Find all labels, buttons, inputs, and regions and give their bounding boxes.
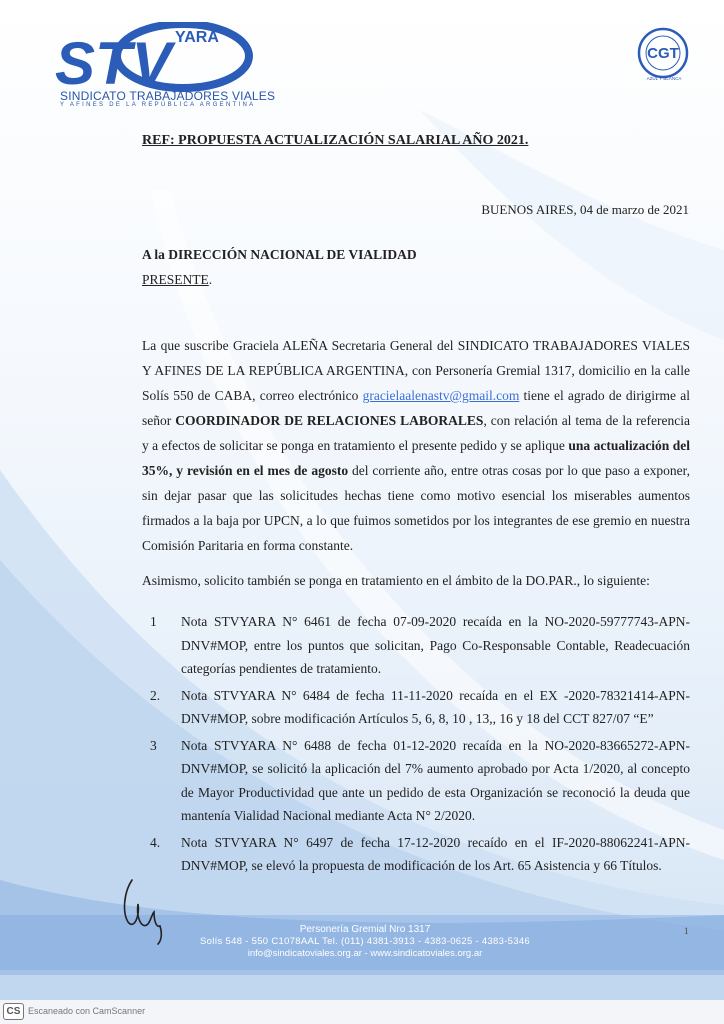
logo-stv-text: STV <box>55 30 172 97</box>
logo-yara-text: YARA <box>175 29 219 46</box>
list-item-text: Nota STVYARA N° 6497 de fecha 17-12-2020 recaído en el IF-2020-88062241-APN-DNV#MOP, se elevó la propuesta de modificación de los Art. 65 Asistencia y 66 Títulos. <box>181 834 690 873</box>
footer-personeria: Personería Gremial Nro 1317 <box>299 924 431 935</box>
list-item-number: 1 <box>150 614 157 629</box>
signature <box>118 870 178 950</box>
also-request-line: Asimismo, solicito también se ponga en tratamiento en el ámbito de la DO.PAR., lo siguiente: <box>142 573 650 588</box>
letter-body <box>142 333 690 558</box>
email-link[interactable]: gracielaalenastv@gmail.com <box>362 388 520 403</box>
body-text-2: tiene el agrado de dirigirme al señor <box>142 388 690 428</box>
request-highlight: una actualización del 35%, y revisión en el mes de agosto <box>142 438 691 478</box>
logo-subtitle-secondary: Y AFINES DE LA REPÚBLICA ARGENTINA <box>60 102 256 108</box>
list-item <box>150 831 690 878</box>
list-item <box>150 734 690 828</box>
seal-subtitle: AZUL Y BLANCA <box>646 76 682 81</box>
seal-cgt-text: CGT <box>647 45 679 62</box>
body-text-4: del corriente año, entre otras cosas por lo que paso a exponer, sin dejar pasar que las solicitudes hechas tiene como motivo esencial los miserables aumentos firmados a la baja por UPCN, a lo que fuimos sometidos por los integrantes de ese gremio en nuestra Comisión Paritaria en forma constante. <box>142 463 690 553</box>
logo-subtitle-main: SINDICATO TRABAJADORES VIALES <box>60 89 276 103</box>
cgt-seal-icon <box>637 27 689 79</box>
page-number: 1 <box>684 926 689 936</box>
body-text-3: , con relación al tema de la referencia y a efectos de solicitar se ponga en tratamiento el presente pedido y se aplique <box>142 413 690 453</box>
footer-address-phones: Solís 548 - 550 C1078AAL Tel. (011) 4381-3913 - 4383-0625 - 4383-5346 <box>199 936 531 947</box>
presente-word: PRESENTE <box>142 272 209 287</box>
footer-contact: info@sindicatoviales.org.ar - www.sindicatoviales.org.ar <box>247 948 483 959</box>
list-item-number: 3 <box>150 737 157 753</box>
list-item <box>150 610 690 681</box>
camscanner-logo-icon: CS <box>3 1003 24 1020</box>
presente-period: . <box>208 272 213 287</box>
list-item-text: Nota STVYARA N° 6461 de fecha 07-09-2020 recaída en la NO-2020-59777743-APN-DNV#MOP, entre los puntos que solicitan, Pago Co-Responsable Contable, Readecuación categorías pendientes de tratamiento. <box>181 614 690 676</box>
letter-date: BUENOS AIRES, 04 de marzo de 2021 <box>481 202 689 217</box>
camscanner-text: Escaneado con CamScanner <box>28 1006 146 1016</box>
recipient-title: COORDINADOR DE RELACIONES LABORALES <box>175 413 484 428</box>
list-item <box>150 684 690 731</box>
presente-line <box>142 272 212 288</box>
list-item-number: 4. <box>150 834 161 850</box>
list-item-text: Nota STVYARA N° 6484 de fecha 11-11-2020 recaída en el EX -2020-78321414-APN-DNV#MOP, sobre modificación Artículos 5, 6, 8, 10 , 13,, 16 y 18 del CCT 827/07 “E” <box>181 687 690 726</box>
reference-line: REF: PROPUESTA ACTUALIZACIÓN SALARIAL AÑO 2021. <box>142 133 529 148</box>
addressee: A la DIRECCIÓN NACIONAL DE VIALIDAD <box>142 247 417 262</box>
list-item-text: Nota STVYARA N° 6488 de fecha 01-12-2020 recaída en la NO-2020-83665272-APN-DNV#MOP, se solicitó la aplicación del 7% aumento aprobado por Acta 1/2020, al concepto de Mayor Productividad que ante un pedido de esta Organización se reconoció la deuda que mantenía Vialidad Nacional mediante Acta N° 2/2020. <box>181 737 690 823</box>
body-text-1: La que suscribe Graciela ALEÑA Secretaria General del SINDICATO TRABAJADORES VIALES Y AFINES DE LA REPÚBLICA ARGENTINA, con Personería Gremial 1317, domicilio en la calle Solís 550 de CABA, correo electrónico <box>142 338 690 403</box>
request-list <box>150 610 690 881</box>
list-item-number: 2. <box>150 687 161 703</box>
